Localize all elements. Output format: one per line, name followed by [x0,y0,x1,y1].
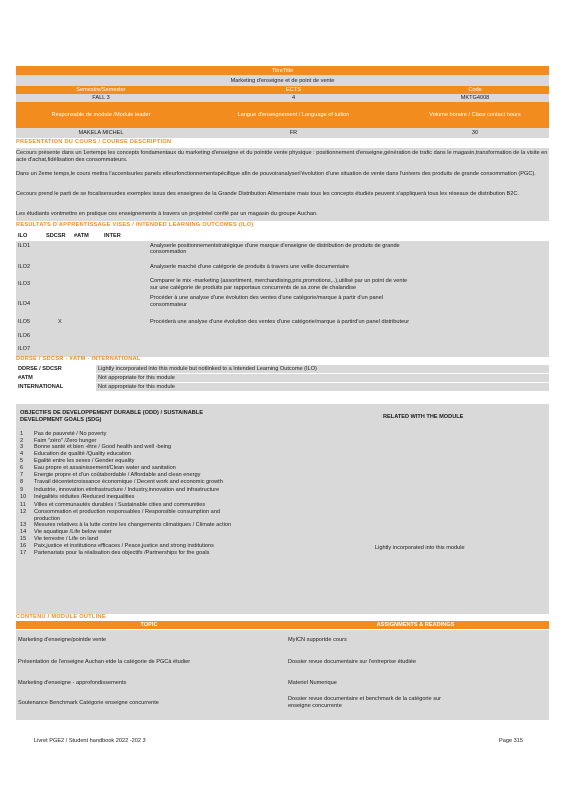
sdg-goal-number: 1 [20,431,24,437]
semester-label: Semestre/Semester [16,86,186,94]
content-topic-4: Soutenance Benchmark Catégorie enseigne concurrente [18,700,159,706]
sdg-goal-number: 5 [20,458,24,464]
sdg-goal-text: Egalité entre les sexes / Gender equality [34,458,135,464]
ilo-row-1-text: Analyserle positionnementstratégique d'une marque d'enseigne de distribution de produits de grande [150,243,400,249]
description-para-4: Les étudiants vontmettre en pratique ces enseignements à travers un projetréel confié par un magasin du groupe Auchan. [16,211,318,217]
sdg-goal-number: 13 [20,522,27,528]
atm-col-header: #ATM [74,232,89,239]
sdg-goal-text: Partenariats pour la réalisation des objectifs /Partnerships for the goals [34,550,210,556]
sdg-goal-number: 11 [20,502,26,508]
ilo-row-7-id: ILO7 [18,346,31,352]
ilo-row-6-id: ILO6 [18,333,31,339]
semester-label-row [16,86,549,94]
theme-value-international: Not appropriate for this module [96,383,549,391]
sdg-goal-text: Travail décentetcroissance économique / Decent work and economic growth [34,479,223,485]
sdg-goal-text: Mesures relatives à la lutte contre les changements climatiques / Climate action [34,522,232,528]
ilo-row-2-id: ILO2 [18,264,31,270]
sdg-goal-text: Villes et communautés durables / Sustainable cities and communities [34,502,206,508]
footer-left: Livret PGE2 / Student handbook 2022 -202 3 [34,738,146,744]
code-label: Code [401,86,549,94]
sdg-goal-number: 9 [20,487,24,493]
language-value: FR [186,128,401,138]
theme-label-sdcsr: DDRSE / SDCSR [18,366,62,372]
title-label: TitreTitle [16,66,549,75]
inter-col-header: INTER [104,232,121,239]
sdg-goal-text: Energie propre et d'un coûtabordable / Affordable and clean energy [34,472,201,478]
ilo-row-3-text: Comparer le mix -marketing (assortiment, merchandising,prix,promotions,..),utilisé par un point de vente [150,278,408,284]
sdg-goal-text: Education de qualité /Quality education [34,451,132,457]
sdg-goal-text: Vie aquatique /Life below water [34,529,112,535]
sdg-goal-number: 17 [20,550,27,556]
sdg-goal-text: Vie terrestre / Life on land [34,536,98,542]
sdg-goal-number: 10 [20,494,27,500]
sdg-goal-text: Pas de pauvreté / No poverty [34,431,107,437]
page-number: Page 315 [499,738,523,744]
course-title: Marketing d'enseigne et de point de vente [16,75,549,86]
theme-value-atm: Not appropriate for this module [96,374,549,382]
outcomes-title: RESULTATS D'APPRENTISSAGE VISES / INTENDED LEARNING OUTCOMES (ILO) [16,222,254,228]
sdg-goal-number: 8 [20,479,24,485]
sdg-goal-text: Faim "zéro" /Zero hunger [34,438,97,444]
sdg-goal-number: 3 [20,444,24,450]
content-assign-2: Dossier revue documentaire sur l'entreprise étudiée [288,659,416,665]
sdg-goal-number: 6 [20,465,24,471]
sdg-goal-text: Bonne santé et bien -être / Good health and well -being [34,444,172,450]
ilo-row-1-text-cont: consommation [150,249,187,255]
ects-label: ECTS [186,86,401,94]
content-topic-1: Marketing d'enseigne/pointde vente [18,637,107,643]
hours-value: 30 [401,128,549,138]
sdg-goal-text: Industrie, innovation etinfrastructure / Industry,innovation and infrastructure [34,487,220,493]
hours-label: Volume horaire / Class contact hours [401,102,549,128]
language-label: Langue d'enseignement / Language of tuition [186,102,401,128]
assignments-header: ASSIGNMENTS & READINGS [282,621,549,629]
ilo-row-1-id: ILO1 [18,243,31,249]
content-assign-4-cont: enseigne concurrente [288,703,342,709]
themes-row-2 [16,374,549,382]
sdg-title-line-2: DEVELOPMENT GOALS (SDG) [20,417,102,423]
content-topic-2: Présentation de l'enseigne Auchan etde la catégorie de PGCà étudier [18,659,191,665]
ilo-col-header: ILO [18,232,28,239]
sdcsr-col-header: SDCSR [46,232,66,239]
content-box [16,630,549,720]
responsible-value: MAKELA MICHEL [16,128,186,138]
sdg-related-value: Lightly incorporated into this module [375,545,465,551]
responsible-value-row [16,128,549,138]
sdg-goal-text: Consommation et production responsables / Responsible consumption and [34,509,220,515]
sdg-goal-number: 16 [20,543,27,549]
title-label-row [16,66,549,75]
ilo-row-5-sdcsr-mark: X [58,319,62,325]
sdg-goal-text: Inégalités réduites /Reduced inequalities [34,494,135,500]
content-title: CONTENU / MODULE OUTLINE [16,614,106,620]
theme-value-sdcsr: Lightly incorporated into this module but notlinked to a Intended Learning Outcome (ILO) [96,365,549,373]
sdg-goal-number: 2 [20,438,24,444]
code-value: MKTG4008 [401,94,549,102]
description-title: PRESENTATION DU COURS / COURSE DESCRIPTION [16,139,172,145]
sdg-goal-number: 4 [20,451,24,457]
content-header-row [16,621,549,629]
sdg-goal-text: Eau propre et assainissement/Clean water and sanitation [34,465,176,471]
description-para-2: Dans un 2eme temps,le cours mettra l'accentsurles panels etleurfonctionnementspécifique afin de pouvoiranalyserl'évolution d'une situation de vente dans l'univers des produits de grande consommation (PGC). [16,171,536,177]
sdg-goal-number: 14 [20,529,27,535]
semester-value-row [16,94,549,102]
themes-row-1 [16,365,549,373]
theme-label-atm: #ATM [18,375,33,381]
sdg-related-label: RELATED WITH THE MODULE [383,414,464,420]
sdg-goal-number: 7 [20,472,24,478]
sdg-goal-text-cont: production [34,516,61,522]
ilo-row-5-id: ILO5 [18,319,31,325]
content-assign-3: Materiel Numerique [288,680,337,686]
responsible-label-row [16,102,549,128]
content-assign-4: Dossier revue documentaire et benchmark de la catégorie sur [288,696,441,702]
description-para-1: Cecours présente dans un 1ertemps les concepts fondamentaux du marketing d'enseigne et du pointde vente physique : positionnement d'enseigne,génération de trafic dans le magasin,transformation de la visite en acte d'achat,fidélisation des consommateurs. [16,150,548,163]
description-para-3: Cecours prend le parti de se focalisersurdes exemples issus des enseignes de la Grande Distribution Alimentaire mais tous les concepts étudiés peuvent s'appliquerà tous les réseaux de distribution B2C. [16,191,519,197]
ilo-row-3-text-cont: sur une catégorie de produits par rapportaux concurrents de sa zone de chalandise [150,285,357,291]
ilo-row-4-id: ILO4 [18,301,31,307]
outcomes-header-row [16,231,549,240]
ilo-row-5-text: Procéderà une analyse d'une évolution des ventes d'une catégorie/marque à partird'un panel distributeur [150,319,410,325]
ects-value: 4 [186,94,401,102]
theme-label-international: INTERNATIONAL [18,384,64,390]
ilo-row-3-id: ILO3 [18,281,31,287]
themes-row-3 [16,383,549,391]
topic-header: TOPIC [16,621,282,629]
content-topic-3: Marketing d'enseigne - approfondissements [18,680,127,686]
ilo-row-4-text-cont: consommateur [150,302,187,308]
semester-value: FALL 3 [16,94,186,102]
ilo-row-4-text: Procéder à une analyse d'une évolution des ventes d'une catégorie/marque à partir d'un panel [150,295,384,301]
sdg-goal-text: Paix,justice et institutions efficaces / Peace,justice and strong institutions [34,543,214,549]
responsible-label: Responsable de module /Module leader [16,102,186,128]
ilo-row-2-text: Analyserle marché d'une catégorie de produits à travers une veille documentaire [150,264,350,270]
sdg-goal-number: 12 [20,509,27,515]
sdg-goal-number: 15 [20,536,27,542]
sdg-title-line-1: OBJECTIFS DE DEVELOPPEMENT DURABLE (ODD) / SUSTAINABLE [20,410,203,416]
content-assign-1: MyICN supportde cours [288,637,347,643]
themes-title: DDRSE / SDCSR - #ATM - INTERNATIONAL [16,356,141,362]
title-value-row [16,75,549,86]
